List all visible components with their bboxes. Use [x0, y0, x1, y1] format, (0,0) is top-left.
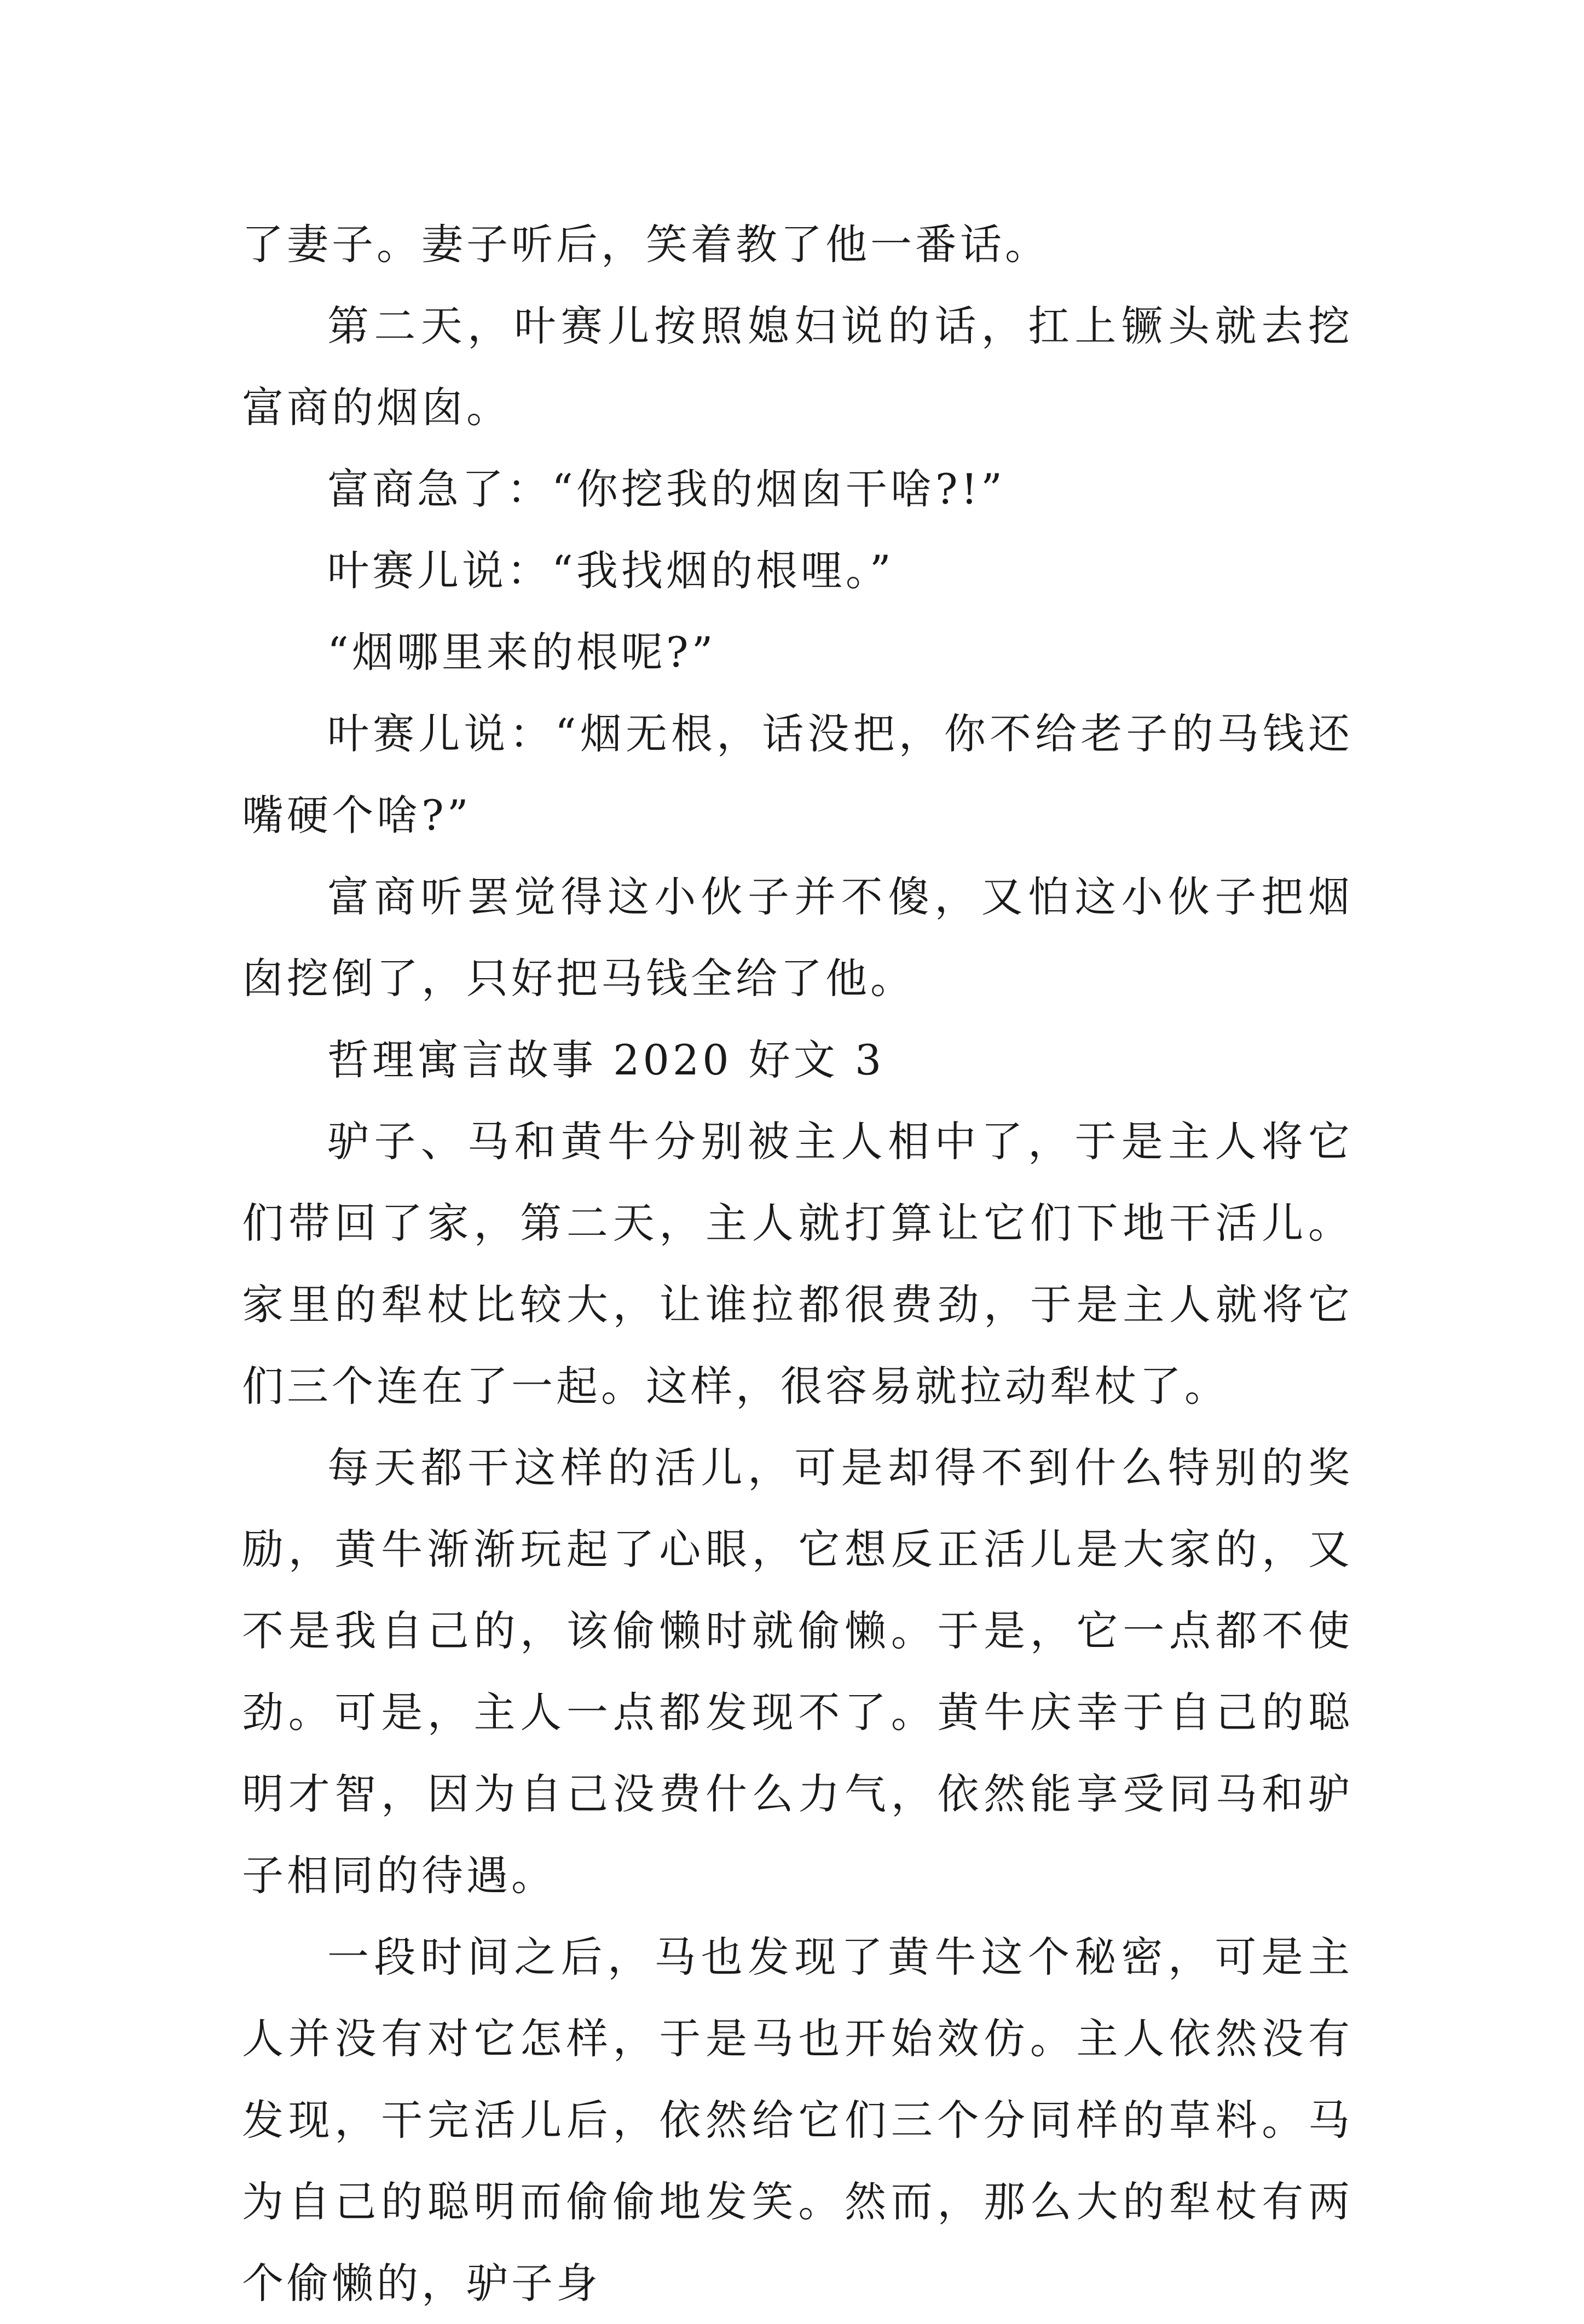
paragraph: 驴子、马和黄牛分别被主人相中了，于是主人将它们带回了家，第二天，主人就打算让它们下地干活儿。家里的犁杖比较大，让谁拉都很费劲，于是主人就将它们三个连在了一起。这样，很容易就拉动犁杖了。 — [242, 1117, 1353, 1410]
paragraph: 富商听罢觉得这小伙子并不傻，又怕这小伙子把烟囱挖倒了，只好把马钱全给了他。 — [242, 872, 1353, 1003]
paragraph: 第二天，叶赛儿按照媳妇说的话，扛上镢头就去挖富商的烟囱。 — [242, 302, 1353, 432]
section-heading: 哲理寓言故事 2020 好文 3 — [327, 1036, 885, 1084]
paragraph: 叶赛儿说：“烟无根，话没把，你不给老子的马钱还嘴硬个啥?” — [242, 709, 1353, 840]
paragraph: 叶赛儿说：“我找烟的根哩。” — [327, 546, 894, 595]
paragraph: 每天都干这样的活儿，可是却得不到什么特别的奖励，黄牛渐渐玩起了心眼，它想反正活儿是大家的，又不是我自己的，该偷懒时就偷懒。于是，它一点都不使劲。可是，主人一点都发现不了。黄牛庆幸于自己的聪明才智，因为自己没费什么力气，依然能享受同马和驴子相同的待遇。 — [242, 1443, 1353, 1900]
paragraph: “烟哪里来的根呢?” — [327, 628, 716, 677]
paragraph: 了妻子。妻子听后，笑着教了他一番话。 — [242, 220, 1050, 269]
paragraph: 一段时间之后，马也发现了黄牛这个秘密，可是主人并没有对它怎样，于是马也开始效仿。主人依然没有发现，干完活儿后，依然给它们三个分同样的草料。马为自己的聪明而偷偷地发笑。然而，那么大的犁杖有两个偷懒的，驴子身 — [242, 1933, 1353, 2308]
body-text — [242, 204, 1353, 2324]
paragraph: 富商急了：“你挖我的烟囱干啥?!” — [327, 465, 1005, 513]
